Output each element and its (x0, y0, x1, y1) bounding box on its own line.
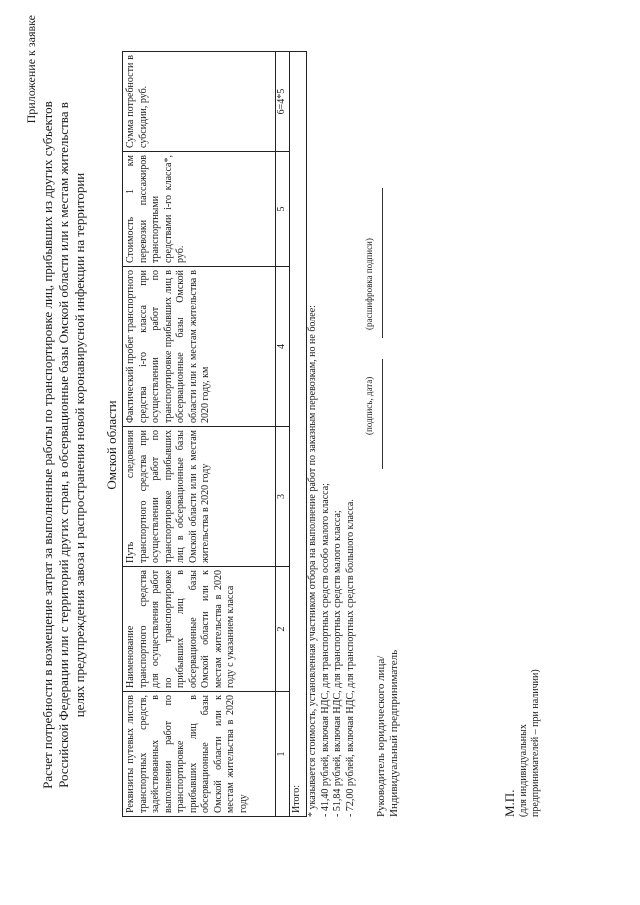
signer-line-1: Руководитель юридического лица/ (375, 655, 387, 817)
number-cell-3: 3 (276, 427, 290, 567)
footnotes (307, 37, 357, 817)
signer-line-2: Индивидуальный предприниматель (388, 649, 400, 817)
stamp-label: М.П. (502, 789, 517, 817)
stamp-note (518, 669, 542, 817)
header-cell-1: Реквизиты путевых листов транспортных средств, задействованных в выполнении работ по транспортировке прибывших лиц в обсервационные базы Омской области или к местам жительства в 2020 году (123, 692, 276, 817)
title-line-2: Российской Федерации или с территорий других стран, в обсервационные базы Омской области или к местам жительства в (56, 102, 71, 788)
number-cell-6: 6=4*5 (276, 52, 290, 152)
table-total-row (290, 52, 307, 817)
footnote-main: * указывается стоимость, установленная участником отбора на выполнение работ по заказным перевозкам, но не более: (307, 305, 318, 817)
table-number-row (276, 52, 290, 817)
footnote-rate-1: - 41,40 рублей, включая НДС, для транспортных средств особо малого класса; (319, 483, 331, 817)
signer-label (375, 650, 401, 817)
sign-date-caption: (подпись, дата) (364, 376, 374, 435)
number-cell-1: 1 (276, 692, 290, 817)
footnote-rate-2: - 51,84 рублей, включая НДС, для транспортных средств малого класса; (332, 510, 343, 817)
calculation-table (122, 51, 307, 817)
title-line-3: целях предупреждения завоза и распространения новой коронавирусной инфекции на территории (72, 172, 87, 718)
header-cell-6: Сумма потребности в субсидии, руб. (123, 52, 276, 152)
signature-line (382, 359, 383, 469)
table-header-row (123, 52, 276, 817)
stamp-note-line-2: предпринимателей – при наличии) (530, 669, 541, 817)
header-cell-2: Наименование транспортного средства для осуществления работ по транспортировке прибывших лиц в обсервационные базы Омской области или к местам жительства в 2020 году с указанием класса (123, 567, 276, 692)
header-cell-3: Путь следования транспортного средства при осуществлении работ по транспортировке прибывших лиц в обсервационные базы Омской области или к местам жительства в 2020 году (123, 427, 276, 567)
number-cell-4: 4 (276, 267, 290, 427)
header-cell-4: Фактический пробег транспортного средства i-го класса при осуществлении работ по транспортировке прибывших лиц в обсервационные базы Омской области или к местам жительства в 2020 году, км (123, 267, 276, 427)
appendix-label: Приложение к заявке (24, 15, 38, 124)
decoding-line (382, 188, 383, 338)
decoding-caption: (расшифровка подписи) (364, 238, 374, 330)
footnote-rate-3: - 72,00 рублей, включая НДС, для транспортных средств большого класса. (344, 499, 356, 817)
title-line-1: Расчет потребности в возмещение затрат за выполненные работы по транспортировке лиц, прибывших из других субъектов (40, 101, 55, 789)
stamp-note-line-1: (для индивидуальных (518, 724, 529, 817)
total-label: Итого: (290, 52, 307, 817)
number-cell-2: 2 (276, 567, 290, 692)
header-cell-5: Стоимость 1 км перевозки пассажиров транспортными средствами i-го класса*, руб. (123, 152, 276, 267)
number-cell-5: 5 (276, 152, 290, 267)
region-label: Омской области (104, 400, 119, 490)
